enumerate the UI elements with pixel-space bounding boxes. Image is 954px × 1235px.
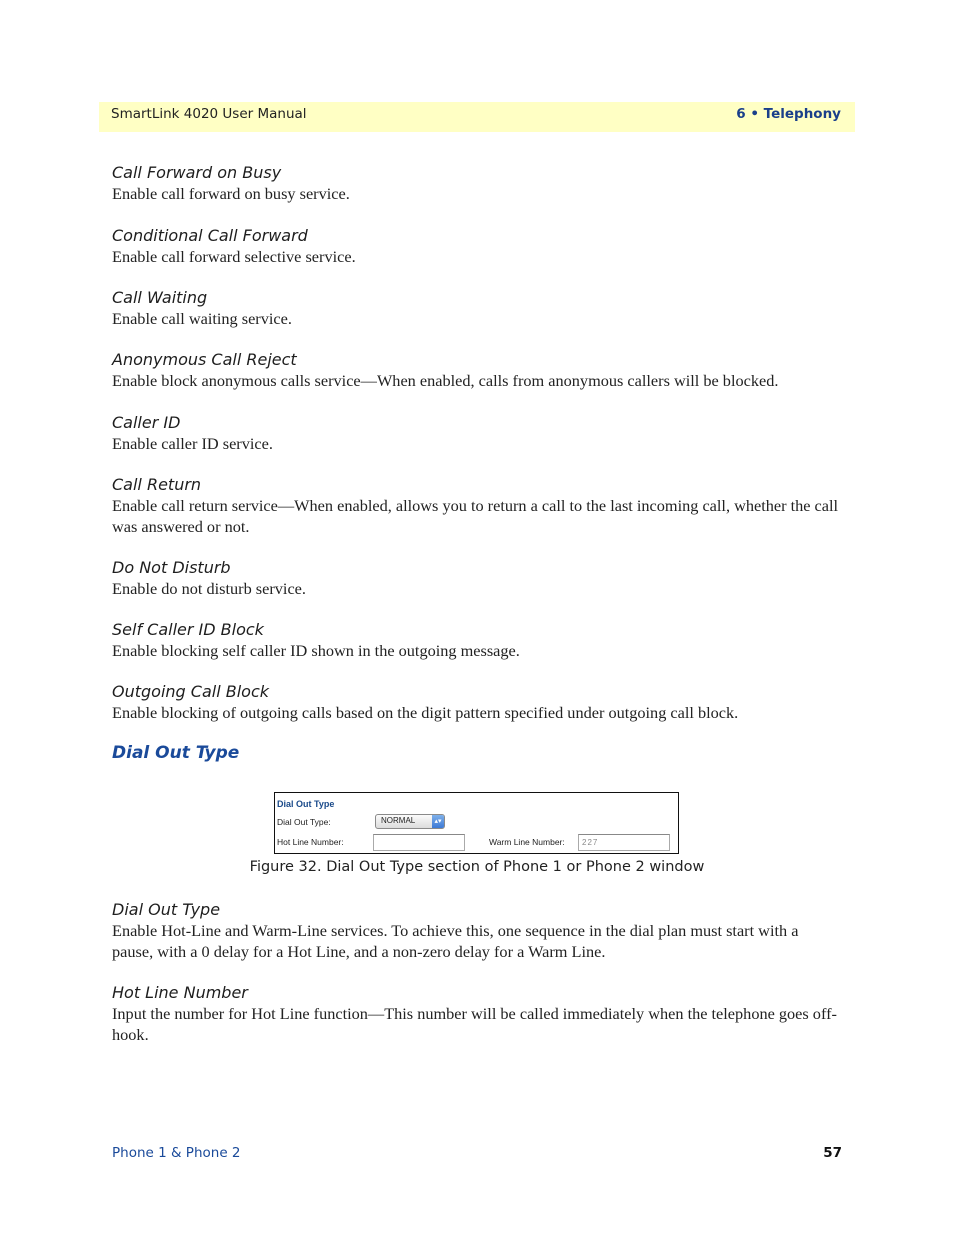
section-body: Enable do not disturb service. bbox=[112, 579, 306, 598]
select-arrows-icon: ▴▾ bbox=[432, 815, 444, 828]
section-call-waiting bbox=[112, 288, 842, 330]
dial-out-type-label: Dial Out Type: bbox=[277, 817, 331, 827]
section-self-caller-id-block bbox=[112, 620, 842, 662]
section-title: Call Forward on Busy bbox=[112, 163, 282, 182]
figure-caption: Figure 32. Dial Out Type section of Phone 1 or Phone 2 window bbox=[249, 859, 705, 875]
section-body: Enable call forward on busy service. bbox=[112, 184, 350, 203]
section-body: Input the number for Hot Line function—This number will be called immediately when the telephone goes off-hook. bbox=[112, 1004, 837, 1044]
page-number: 57 bbox=[823, 1145, 842, 1161]
section-body: Enable call return service—When enabled, allows you to return a call to the last incoming call, whether the call was answered or not. bbox=[112, 496, 839, 536]
dial-out-type-value: NORMAL bbox=[381, 816, 416, 825]
section-call-forward-on-busy bbox=[112, 163, 842, 205]
section-call-return bbox=[112, 475, 842, 537]
warm-line-number-label: Warm Line Number: bbox=[489, 837, 565, 847]
figure-panel-title: Dial Out Type bbox=[277, 799, 335, 809]
section-anonymous-call-reject bbox=[112, 350, 842, 392]
section-body: Enable blocking self caller ID shown in the outgoing message. bbox=[112, 641, 520, 660]
section-dial-out-type bbox=[112, 900, 842, 962]
section-body: Enable call waiting service. bbox=[112, 309, 292, 328]
section-title: Do Not Disturb bbox=[112, 558, 231, 577]
hot-line-number-input[interactable] bbox=[373, 834, 465, 851]
section-title: Call Return bbox=[112, 475, 202, 494]
section-title: Anonymous Call Reject bbox=[112, 350, 297, 369]
warm-line-number-value: 227 bbox=[582, 838, 599, 847]
section-body: Enable Hot-Line and Warm-Line services. To achieve this, one sequence in the dial plan must start with a pause, with a 0 delay for a Hot Line, and a non-zero delay for a Warm Line. bbox=[112, 921, 799, 961]
section-title: Self Caller ID Block bbox=[112, 620, 264, 639]
section-title: Conditional Call Forward bbox=[112, 226, 308, 245]
section-title: Call Waiting bbox=[112, 288, 208, 307]
warm-line-number-input[interactable] bbox=[578, 834, 670, 851]
section-conditional-call-forward bbox=[112, 226, 842, 268]
section-title: Hot Line Number bbox=[112, 983, 248, 1002]
hot-line-number-label: Hot Line Number: bbox=[277, 837, 344, 847]
dial-out-type-figure bbox=[274, 792, 679, 854]
dial-out-type-select[interactable] bbox=[375, 814, 445, 829]
page-header bbox=[99, 102, 855, 132]
section-do-not-disturb bbox=[112, 558, 842, 600]
section-title: Dial Out Type bbox=[112, 900, 221, 919]
section-outgoing-call-block bbox=[112, 682, 842, 724]
section-title: Caller ID bbox=[112, 413, 181, 432]
dial-out-type-heading: Dial Out Type bbox=[112, 743, 240, 763]
manual-title: SmartLink 4020 User Manual bbox=[111, 106, 307, 122]
section-body: Enable block anonymous calls service—When enabled, calls from anonymous callers will be blocked. bbox=[112, 371, 779, 390]
section-caller-id bbox=[112, 413, 842, 455]
section-body: Enable blocking of outgoing calls based on the digit pattern specified under outgoing call block. bbox=[112, 703, 739, 722]
section-title: Outgoing Call Block bbox=[112, 682, 270, 701]
section-hot-line-number bbox=[112, 983, 842, 1045]
section-body: Enable caller ID service. bbox=[112, 434, 273, 453]
chapter-title: 6 • Telephony bbox=[736, 106, 841, 122]
footer-section-name: Phone 1 & Phone 2 bbox=[112, 1145, 241, 1161]
section-body: Enable call forward selective service. bbox=[112, 247, 356, 266]
